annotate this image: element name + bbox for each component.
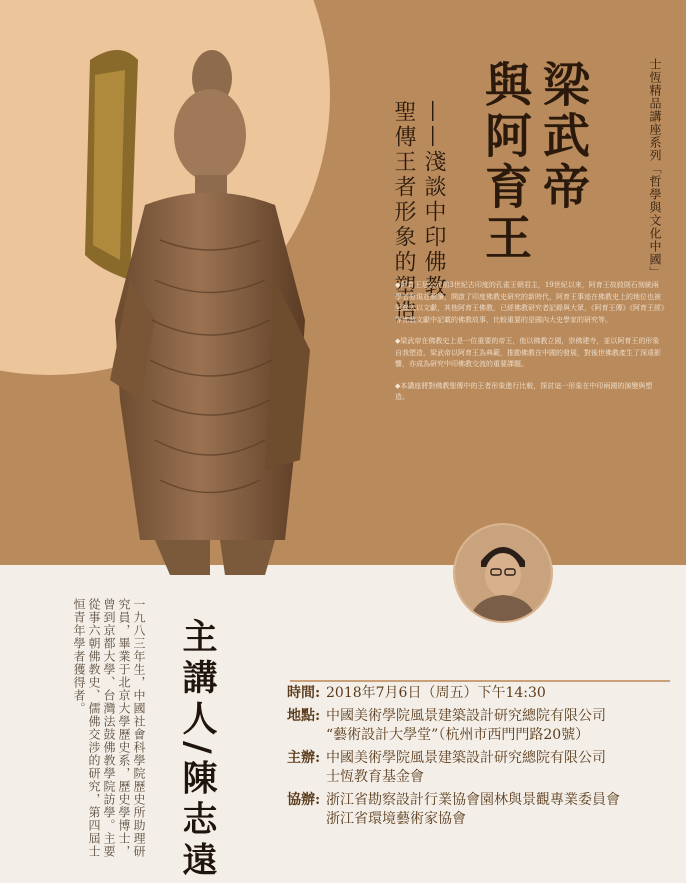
description-paragraph: ◆梁武帝在佛教史上是一位重要的帝王，他以佛教立國，崇佛建寺，並以阿育王的形象自我塑造，梁武帝以阿育王為典範，推動佛教在中國的發展，對後世佛教產生了深遠影響，亦成為研究中印佛教交流的重要課題。 — [395, 337, 661, 368]
detail-value: 中國美術學院風景建築設計研究總院有限公司 — [326, 750, 606, 766]
detail-value: 浙江省勘察設計行業協會園林與景觀專業委員會 — [326, 792, 620, 808]
info-divider — [290, 680, 670, 682]
detail-label: 主辦: — [287, 750, 321, 766]
buddha-statue-image — [60, 20, 320, 580]
description-paragraph: ◆本講座將對佛教聖傳中的王者形象進行比較，探討這一形象在中印兩國的演變與塑造。 — [395, 381, 653, 401]
person-icon — [455, 525, 551, 621]
detail-co-organizer — [287, 791, 677, 829]
title-line: 梁武帝 — [535, 60, 590, 213]
detail-label: 協辦: — [287, 792, 321, 808]
detail-label: 時間: — [287, 685, 321, 701]
detail-time — [287, 684, 677, 703]
event-title — [475, 60, 591, 264]
speaker-name: 主講人/陳志遠 — [177, 618, 218, 883]
description-paragraph: ◆阿育王是公元前3世紀古印度的孔雀王朝君主，19世紀以來，阿育王故敘則石刻統兩學者發現並解讀，開啟了印度佛教史研究的新時代，阿育王事迹在佛教史上的地位也被記錄入以文獻，其他阿育王佛教，已經佛教研究者記錄與大眾，《阿育王傳》《阿育王經》等佛教文獻中記載的佛教故事，比較重要的是國內大史學家的研究等。 — [395, 281, 665, 324]
detail-value: 2018年7月6日（周五）下午14:30 — [326, 685, 546, 701]
subtitle-line: ——淺談中印佛教 — [421, 100, 446, 300]
speaker-portrait — [453, 523, 553, 623]
title-line: 與阿育王 — [477, 60, 532, 264]
detail-value: 浙江省環境藝術家協會 — [326, 811, 466, 827]
event-details — [287, 684, 677, 833]
detail-organizer — [287, 749, 677, 787]
detail-label: 地點: — [287, 708, 321, 724]
detail-venue — [287, 707, 677, 745]
lecture-description — [395, 280, 665, 414]
detail-value: “藝術設計大學堂”（杭州市西門門路20號） — [326, 727, 590, 743]
subtitle-line: 聖傳王者形象的塑造 — [391, 100, 416, 325]
speaker-bio: 一九八三年生，中國社會科學院歷史所助理研究員，畢業于北京大學歷史系，歷史學博士，曾到京都大學、台灣法鼓佛教學院訪學。主要從事六朝佛教史、儒佛交涉的研究，第四屆士恒青年學者獲得者。 — [72, 598, 146, 858]
series-name: 士恆精品講座系列「哲學與文化中國」 — [648, 58, 662, 279]
detail-value: 士恆教育基金會 — [326, 769, 424, 785]
detail-value: 中國美術學院風景建築設計研究總院有限公司 — [326, 708, 606, 724]
